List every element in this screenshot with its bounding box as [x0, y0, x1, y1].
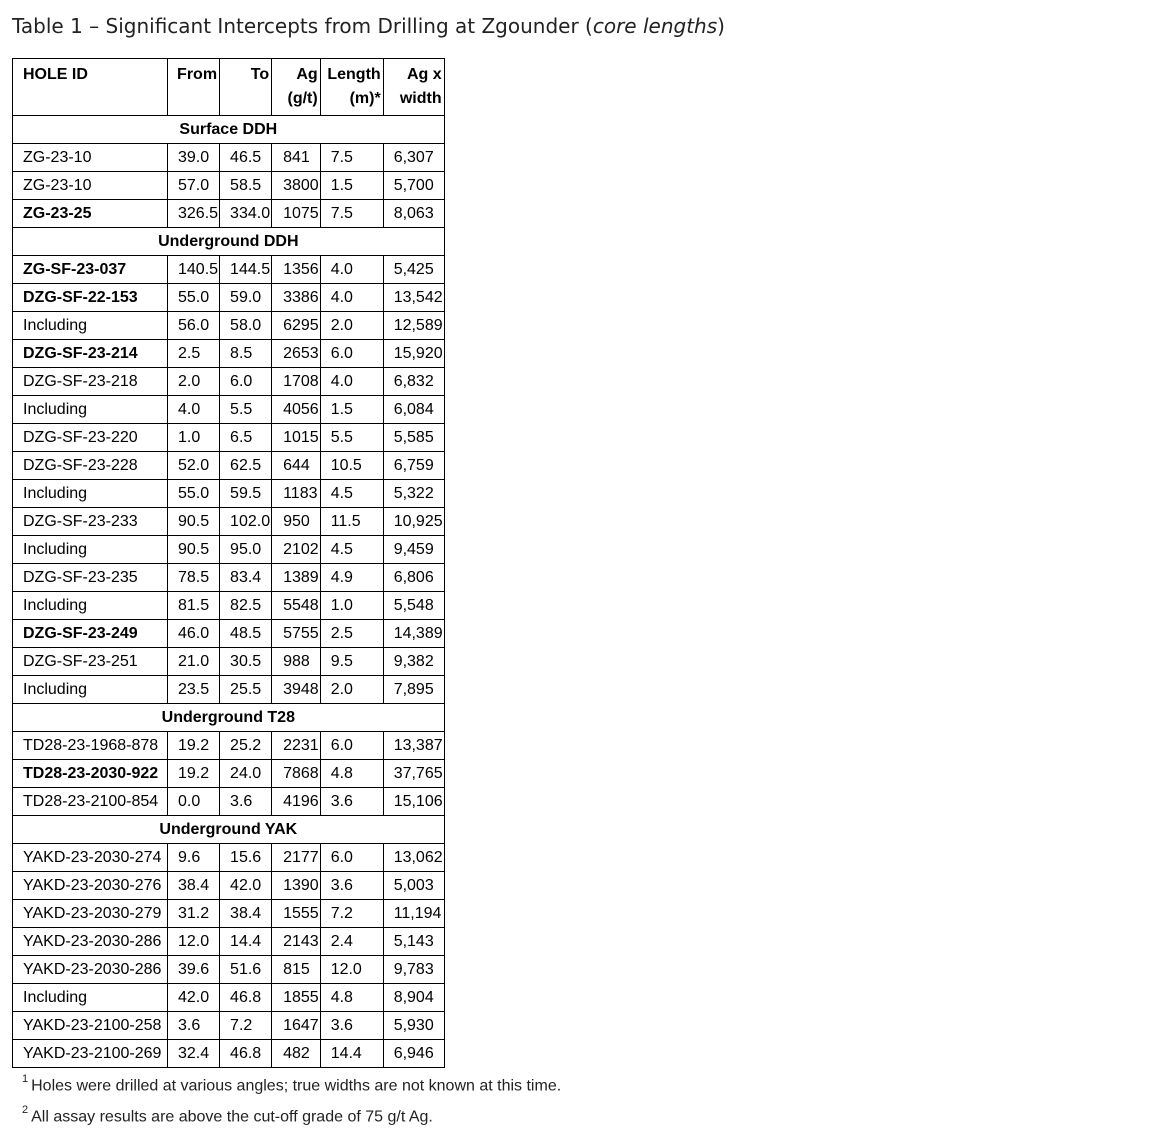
cell-length: 14.4 [320, 1040, 383, 1068]
cell-ag-width: 37,765 [383, 760, 444, 788]
title-prefix: Table 1 – Significant Intercepts from Drilling at Zgounder ( [12, 14, 593, 38]
header-row [13, 59, 445, 116]
table-row [13, 340, 445, 368]
cell-hole-id: DZG-SF-23-214 [13, 340, 168, 368]
cell-ag: 815 [272, 956, 321, 984]
header-hole-id: HOLE ID [13, 59, 168, 116]
cell-ag-width: 5,930 [383, 1012, 444, 1040]
cell-to: 59.5 [220, 480, 272, 508]
header-agw-line2: width [399, 90, 442, 107]
cell-ag-width: 5,585 [383, 424, 444, 452]
cell-to: 15.6 [220, 844, 272, 872]
table-row [13, 844, 445, 872]
cell-from: 78.5 [168, 564, 220, 592]
cell-length: 3.6 [320, 1012, 383, 1040]
cell-ag: 3386 [272, 284, 321, 312]
cell-from: 81.5 [168, 592, 220, 620]
cell-ag-width: 6,307 [383, 144, 444, 172]
cell-to: 62.5 [220, 452, 272, 480]
cell-ag-width: 5,700 [383, 172, 444, 200]
cell-from: 12.0 [168, 928, 220, 956]
cell-hole-id: DZG-SF-23-228 [13, 452, 168, 480]
cell-from: 2.0 [168, 368, 220, 396]
cell-length: 4.8 [320, 760, 383, 788]
cell-to: 25.2 [220, 732, 272, 760]
cell-ag: 3948 [272, 676, 321, 704]
table-row [13, 172, 445, 200]
cell-to: 334.0 [220, 200, 272, 228]
table-row [13, 1012, 445, 1040]
table-row [13, 284, 445, 312]
cell-ag-width: 5,003 [383, 872, 444, 900]
cell-ag: 7868 [272, 760, 321, 788]
table-row [13, 900, 445, 928]
cell-ag: 644 [272, 452, 321, 480]
footnotes [22, 1068, 561, 1131]
cell-ag: 1647 [272, 1012, 321, 1040]
cell-from: 140.5 [168, 256, 220, 284]
header-to: To [220, 59, 272, 116]
table-row [13, 760, 445, 788]
cell-from: 9.6 [168, 844, 220, 872]
section-title: Surface DDH [13, 116, 445, 144]
cell-hole-id: YAKD-23-2100-269 [13, 1040, 168, 1068]
section-title: Underground T28 [13, 704, 445, 732]
cell-ag: 2177 [272, 844, 321, 872]
cell-to: 102.0 [220, 508, 272, 536]
cell-from: 42.0 [168, 984, 220, 1012]
table-header [13, 59, 445, 116]
cell-to: 6.5 [220, 424, 272, 452]
cell-ag: 482 [272, 1040, 321, 1068]
table-row [13, 536, 445, 564]
cell-from: 55.0 [168, 284, 220, 312]
cell-ag-width: 5,143 [383, 928, 444, 956]
table-row [13, 648, 445, 676]
cell-to: 58.5 [220, 172, 272, 200]
cell-ag-width: 10,925 [383, 508, 444, 536]
section-title: Underground DDH [13, 228, 445, 256]
cell-length: 12.0 [320, 956, 383, 984]
cell-ag-width: 13,542 [383, 284, 444, 312]
cell-ag-width: 13,062 [383, 844, 444, 872]
cell-ag: 1390 [272, 872, 321, 900]
cell-to: 46.8 [220, 1040, 272, 1068]
cell-ag: 950 [272, 508, 321, 536]
header-ag-line1: Ag [296, 66, 318, 83]
cell-length: 2.0 [320, 676, 383, 704]
cell-ag: 5755 [272, 620, 321, 648]
header-length-line2: (m)* [349, 90, 381, 107]
table-row [13, 732, 445, 760]
cell-length: 7.5 [320, 144, 383, 172]
cell-from: 57.0 [168, 172, 220, 200]
cell-ag: 1183 [272, 480, 321, 508]
cell-to: 8.5 [220, 340, 272, 368]
cell-ag-width: 6,084 [383, 396, 444, 424]
table-row [13, 956, 445, 984]
cell-ag-width: 5,425 [383, 256, 444, 284]
cell-hole-id: DZG-SF-23-218 [13, 368, 168, 396]
cell-length: 6.0 [320, 732, 383, 760]
cell-ag: 6295 [272, 312, 321, 340]
cell-from: 90.5 [168, 536, 220, 564]
cell-ag-width: 5,322 [383, 480, 444, 508]
cell-hole-id: TD28-23-2100-854 [13, 788, 168, 816]
cell-from: 90.5 [168, 508, 220, 536]
cell-ag: 4056 [272, 396, 321, 424]
cell-from: 39.0 [168, 144, 220, 172]
cell-to: 83.4 [220, 564, 272, 592]
table-row [13, 452, 445, 480]
footnote-mark: 1 [22, 1073, 29, 1085]
cell-length: 2.0 [320, 312, 383, 340]
cell-hole-id: Including [13, 676, 168, 704]
table-row [13, 480, 445, 508]
cell-ag-width: 12,589 [383, 312, 444, 340]
cell-length: 3.6 [320, 872, 383, 900]
cell-ag-width: 7,895 [383, 676, 444, 704]
cell-ag: 1555 [272, 900, 321, 928]
cell-to: 82.5 [220, 592, 272, 620]
cell-length: 4.0 [320, 284, 383, 312]
section-header-row [13, 228, 445, 256]
cell-to: 24.0 [220, 760, 272, 788]
cell-length: 4.5 [320, 480, 383, 508]
table-row [13, 396, 445, 424]
cell-ag-width: 13,387 [383, 732, 444, 760]
footnote-mark: 2 [22, 1104, 29, 1117]
table-row [13, 508, 445, 536]
cell-length: 1.5 [320, 396, 383, 424]
table-row [13, 676, 445, 704]
cell-hole-id: YAKD-23-2100-258 [13, 1012, 168, 1040]
footnote-text: Holes were drilled at various angles; true widths are not known at this time. [31, 1077, 562, 1095]
cell-hole-id: Including [13, 536, 168, 564]
table-row [13, 928, 445, 956]
cell-length: 3.6 [320, 788, 383, 816]
header-agw-line1: Ag x [406, 66, 442, 83]
cell-ag-width: 5,548 [383, 592, 444, 620]
cell-ag-width: 11,194 [383, 900, 444, 928]
cell-ag-width: 8,904 [383, 984, 444, 1012]
cell-hole-id: ZG-23-10 [13, 144, 168, 172]
cell-length: 2.4 [320, 928, 383, 956]
cell-hole-id: DZG-SF-23-249 [13, 620, 168, 648]
cell-ag-width: 9,459 [383, 536, 444, 564]
footnote [22, 1068, 561, 1099]
cell-length: 10.5 [320, 452, 383, 480]
table-row [13, 200, 445, 228]
section-header-row [13, 816, 445, 844]
table-row [13, 872, 445, 900]
cell-ag: 2143 [272, 928, 321, 956]
header-length-line1: Length [327, 66, 381, 83]
cell-to: 48.5 [220, 620, 272, 648]
cell-from: 4.0 [168, 396, 220, 424]
cell-hole-id: DZG-SF-23-220 [13, 424, 168, 452]
cell-length: 5.5 [320, 424, 383, 452]
title-italic: core lengths [592, 14, 718, 38]
cell-hole-id: Including [13, 984, 168, 1012]
cell-hole-id: YAKD-23-2030-286 [13, 928, 168, 956]
cell-ag: 841 [272, 144, 321, 172]
cell-to: 14.4 [220, 928, 272, 956]
header-ag-line2: (g/t) [287, 90, 318, 107]
cell-hole-id: YAKD-23-2030-276 [13, 872, 168, 900]
table-row [13, 984, 445, 1012]
section-header-row [13, 704, 445, 732]
cell-hole-id: YAKD-23-2030-274 [13, 844, 168, 872]
cell-ag-width: 6,832 [383, 368, 444, 396]
cell-ag-width: 9,783 [383, 956, 444, 984]
cell-hole-id: DZG-SF-23-233 [13, 508, 168, 536]
header-from: From [168, 59, 220, 116]
cell-length: 9.5 [320, 648, 383, 676]
cell-hole-id: TD28-23-1968-878 [13, 732, 168, 760]
cell-length: 6.0 [320, 844, 383, 872]
header-length [320, 59, 383, 116]
section-title: Underground YAK [13, 816, 445, 844]
cell-length: 4.5 [320, 536, 383, 564]
cell-to: 25.5 [220, 676, 272, 704]
cell-ag: 2102 [272, 536, 321, 564]
cell-from: 55.0 [168, 480, 220, 508]
cell-to: 3.6 [220, 788, 272, 816]
table-row [13, 424, 445, 452]
cell-ag-width: 6,759 [383, 452, 444, 480]
table-row [13, 564, 445, 592]
table-row [13, 788, 445, 816]
cell-hole-id: Including [13, 592, 168, 620]
table-title [12, 12, 725, 40]
cell-hole-id: ZG-23-25 [13, 200, 168, 228]
cell-to: 46.8 [220, 984, 272, 1012]
cell-hole-id: Including [13, 396, 168, 424]
footnote-text: All assay results are above the cut-off grade of 75 g/t Ag. [31, 1108, 433, 1126]
cell-length: 1.5 [320, 172, 383, 200]
cell-from: 23.5 [168, 676, 220, 704]
cell-to: 7.2 [220, 1012, 272, 1040]
cell-from: 38.4 [168, 872, 220, 900]
cell-hole-id: ZG-23-10 [13, 172, 168, 200]
cell-to: 51.6 [220, 956, 272, 984]
cell-hole-id: YAKD-23-2030-286 [13, 956, 168, 984]
cell-to: 58.0 [220, 312, 272, 340]
cell-hole-id: YAKD-23-2030-279 [13, 900, 168, 928]
cell-from: 52.0 [168, 452, 220, 480]
cell-from: 326.5 [168, 200, 220, 228]
header-ag-width [383, 59, 444, 116]
cell-hole-id: TD28-23-2030-922 [13, 760, 168, 788]
cell-hole-id: DZG-SF-22-153 [13, 284, 168, 312]
section-header-row [13, 116, 445, 144]
title-suffix: ) [717, 14, 725, 38]
cell-hole-id: DZG-SF-23-251 [13, 648, 168, 676]
cell-from: 2.5 [168, 340, 220, 368]
cell-to: 5.5 [220, 396, 272, 424]
cell-hole-id: ZG-SF-23-037 [13, 256, 168, 284]
cell-hole-id: Including [13, 480, 168, 508]
table-row [13, 620, 445, 648]
cell-length: 6.0 [320, 340, 383, 368]
cell-ag: 1356 [272, 256, 321, 284]
footnote [22, 1099, 561, 1130]
cell-ag: 3800 [272, 172, 321, 200]
cell-ag-width: 15,920 [383, 340, 444, 368]
cell-from: 3.6 [168, 1012, 220, 1040]
cell-ag: 1389 [272, 564, 321, 592]
cell-to: 144.5 [220, 256, 272, 284]
cell-ag: 2653 [272, 340, 321, 368]
cell-ag-width: 6,946 [383, 1040, 444, 1068]
cell-length: 7.2 [320, 900, 383, 928]
cell-from: 0.0 [168, 788, 220, 816]
cell-from: 1.0 [168, 424, 220, 452]
cell-ag: 5548 [272, 592, 321, 620]
cell-length: 7.5 [320, 200, 383, 228]
cell-to: 95.0 [220, 536, 272, 564]
cell-from: 32.4 [168, 1040, 220, 1068]
cell-length: 4.0 [320, 256, 383, 284]
intercepts-table [12, 58, 445, 1068]
cell-from: 21.0 [168, 648, 220, 676]
cell-to: 42.0 [220, 872, 272, 900]
table-row [13, 592, 445, 620]
cell-hole-id: Including [13, 312, 168, 340]
cell-length: 1.0 [320, 592, 383, 620]
cell-from: 31.2 [168, 900, 220, 928]
cell-ag-width: 14,389 [383, 620, 444, 648]
cell-to: 6.0 [220, 368, 272, 396]
cell-to: 46.5 [220, 144, 272, 172]
table-row [13, 256, 445, 284]
cell-to: 59.0 [220, 284, 272, 312]
cell-ag: 1075 [272, 200, 321, 228]
table-row [13, 368, 445, 396]
cell-length: 4.8 [320, 984, 383, 1012]
cell-ag: 1015 [272, 424, 321, 452]
cell-from: 19.2 [168, 760, 220, 788]
table-row [13, 144, 445, 172]
cell-from: 39.6 [168, 956, 220, 984]
cell-ag: 2231 [272, 732, 321, 760]
cell-to: 30.5 [220, 648, 272, 676]
cell-from: 56.0 [168, 312, 220, 340]
cell-from: 19.2 [168, 732, 220, 760]
cell-ag-width: 15,106 [383, 788, 444, 816]
cell-length: 4.0 [320, 368, 383, 396]
cell-ag: 988 [272, 648, 321, 676]
header-ag [272, 59, 321, 116]
cell-length: 4.9 [320, 564, 383, 592]
table-row [13, 312, 445, 340]
cell-ag: 1708 [272, 368, 321, 396]
table-body [13, 116, 445, 1068]
cell-length: 11.5 [320, 508, 383, 536]
cell-to: 38.4 [220, 900, 272, 928]
cell-ag: 4196 [272, 788, 321, 816]
cell-ag: 1855 [272, 984, 321, 1012]
cell-ag-width: 9,382 [383, 648, 444, 676]
cell-ag-width: 6,806 [383, 564, 444, 592]
cell-hole-id: DZG-SF-23-235 [13, 564, 168, 592]
cell-ag-width: 8,063 [383, 200, 444, 228]
cell-length: 2.5 [320, 620, 383, 648]
table-row [13, 1040, 445, 1068]
cell-from: 46.0 [168, 620, 220, 648]
